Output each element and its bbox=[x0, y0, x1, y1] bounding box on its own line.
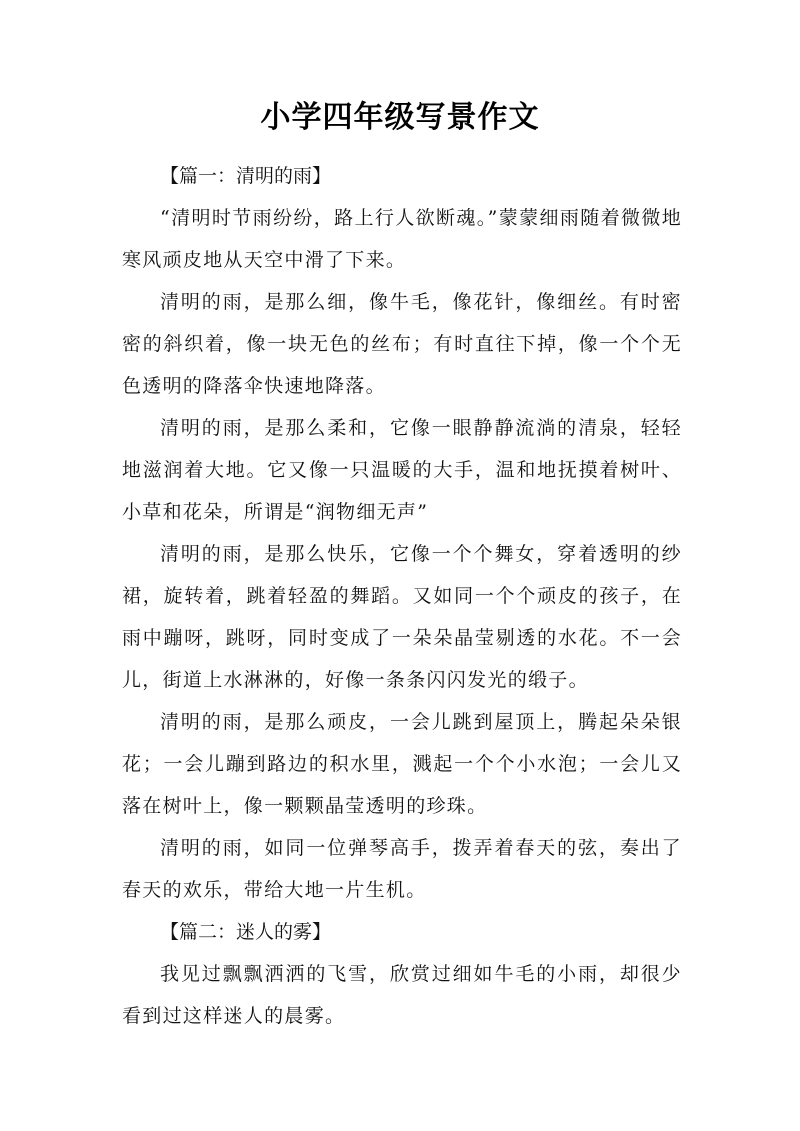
paragraph: 清明的雨，是那么顽皮，一会儿跳到屋顶上，腾起朵朵银花；一会儿蹦到路边的积水里，溅起一个个小水泡；一会儿又落在树叶上，像一颗颗晶莹透明的珍珠。 bbox=[122, 711, 682, 817]
paragraph: 我见过飘飘洒洒的飞雪，欣赏过细如牛毛的小雨，却很少看到过这样迷人的晨雾。 bbox=[122, 963, 682, 1027]
paragraph: “清明时节雨纷纷，路上行人欲断魂。”蒙蒙细雨随着微微地寒风顽皮地从天空中滑了下来。 bbox=[122, 207, 682, 271]
section-heading-2: 【篇二：迷人的雾】 bbox=[160, 921, 332, 943]
paragraph: 清明的雨，如同一位弹琴高手，拨弄着春天的弦，奏出了春天的欢乐，带给大地一片生机。 bbox=[122, 837, 682, 901]
document-body bbox=[122, 155, 682, 1037]
section-heading-1: 【篇一：清明的雨】 bbox=[160, 165, 332, 187]
paragraph: 清明的雨，是那么柔和，它像一眼静静流淌的清泉，轻轻地滋润着大地。它又像一只温暖的大手，温和地抚摸着树叶、小草和花朵，所谓是“润物细无声” bbox=[122, 417, 682, 523]
paragraph: 清明的雨，是那么快乐，它像一个个舞女，穿着透明的纱裙，旋转着，跳着轻盈的舞蹈。又如同一个个顽皮的孩子，在雨中蹦呀，跳呀，同时变成了一朵朵晶莹剔透的水花。不一会儿，街道上水淋淋的，好像一条条闪闪发光的缎子。 bbox=[122, 543, 682, 691]
document-title: 小学四年级写景作文 bbox=[260, 100, 540, 135]
paragraph: 清明的雨，是那么细，像牛毛，像花针，像细丝。有时密密的斜织着，像一块无色的丝布；有时直往下掉，像一个个无色透明的降落伞快速地降落。 bbox=[122, 291, 682, 397]
